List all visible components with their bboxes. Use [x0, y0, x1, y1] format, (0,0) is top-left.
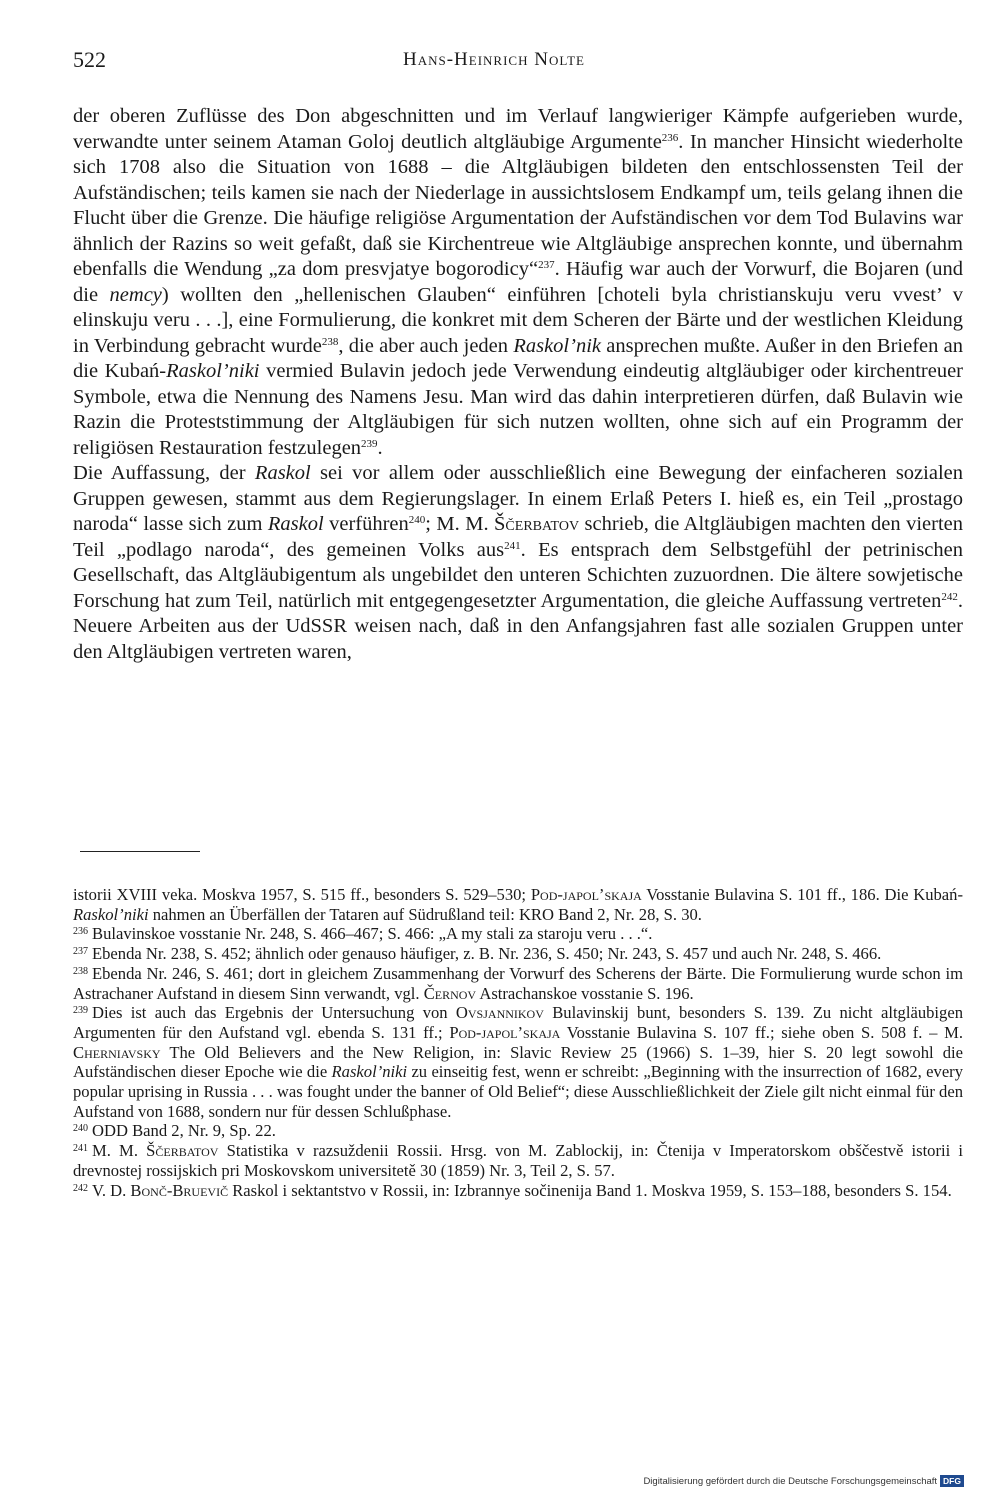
footnote-rule	[80, 851, 200, 852]
footnotes	[73, 885, 963, 1200]
footnote-number: 237	[73, 946, 88, 958]
footnote-ref-236[interactable]: 236	[661, 131, 679, 144]
footnote-ref-242[interactable]: 242	[941, 590, 958, 603]
footnote-ref-241[interactable]: 241	[504, 539, 521, 552]
footnote-237: $^{237}$ Ebenda Nr. 238, S. 452; ähnlich oder genauso häufiger, z. B. Nr. 236, S. 450; Nr. 243, S. 457 und auch Nr. 248, S. 466.	[73, 944, 882, 964]
body-paragraph-2: Die Auffassung, der Raskol sei vor allem oder ausschließlich eine Bewegung der einfacheren sozialen Gruppen gewesen, stammt aus dem Regierungslager. In einem Erlaß Peters I. hieß es, ein Teil „prostago naroda“ lasse sich zum Raskol verführen$^{240}$; M. M. Ščerbatov schrieb, die Altgläubigen machten den vierten Teil „podlago naroda“, des gemeinen Volks aus$^{241}$. Es entsprach dem Selbstgefühl der petrinischen Gesellschaft, das Altgläubigentum als ungebildet den unteren Schichten zuzuordnen. Die ältere sowjetische Forschung hat zum Teil, natürlich mit entgegengesetzter Argumentation, die gleiche Auffassung vertreten$^{242}$. Neuere Arbeiten aus der UdSSR weisen nach, daß in den Anfangsjahren fast alle sozialen Gruppen unter den Altgläubigen vertreten waren,	[73, 462, 963, 663]
footnote-number: 240	[73, 1123, 88, 1135]
credit-text: Digitalisierung gefördert durch die Deutsche Forschungsgemeinschaft	[643, 1476, 938, 1487]
footnote-240: $^{240}$ ODD Band 2, Nr. 9, Sp. 22.	[73, 1121, 276, 1141]
digitization-credit	[643, 1475, 964, 1489]
footnote-number: 238	[73, 965, 88, 977]
footnote-236: $^{236}$ Bulavinskoe vosstanie Nr. 248, S. 466–467; S. 466: „A my stali za staroju veru . . .“.	[73, 924, 653, 944]
footnote-continuation: istorii XVIII veka. Moskva 1957, S. 515 ff., besonders S. 529–530; Pod-japol’skaja Vosstanie Bulavina S. 101 ff., 186. Die Kubań-Raskol’niki nahmen an Überfällen der Tataren auf Südrußland teil: KRO Band 2, Nr. 28, S. 30.	[73, 885, 963, 924]
footnote-ref-238[interactable]: 238	[321, 335, 339, 348]
body-text	[73, 104, 963, 665]
footnote-number: 241	[73, 1143, 88, 1155]
footnote-number: 236	[73, 926, 88, 938]
footnote-ref-239[interactable]: 239	[361, 437, 378, 450]
page-number: 522	[73, 47, 106, 72]
footnote-242: $^{242}$ V. D. Bonč-Bruevič Raskol i sektantstvo v Rossii, in: Izbrannye sočinenija Band 1. Moskva 1959, S. 153–188, besonders S. 154.	[73, 1180, 952, 1200]
running-head: Hans-Heinrich Nolte	[403, 49, 585, 70]
footnote-number: 239	[73, 1005, 88, 1017]
footnote-241: $^{241}$ M. M. Ščerbatov Statistika v razsuždenii Rossii. Hrsg. von M. Zablockij, in: Čtenija v Imperatorskom obščestvě istorii i drevnostej rossijskich pri Moskovskom universitetě 30 (1859) Nr. 3, Teil 2, S. 57.	[73, 1141, 963, 1180]
dfg-logo-icon: DFG	[940, 1475, 964, 1487]
footnote-238: $^{238}$ Ebenda Nr. 246, S. 461; dort in gleichem Zusammenhang der Vorwurf des Scherens der Bärte. Die Formulierung wurde schon im Astrachaner Aufstand in diesem Sinn verwandt, vgl. Černov Astrachanskoe vosstanie S. 196.	[73, 963, 963, 1003]
page-header	[73, 46, 963, 78]
body-paragraph-1: der oberen Zuflüsse des Don abgeschnitten und im Verlauf langwieriger Kämpfe aufgerieben wurde, verwandte unter seinem Ataman Goloj deutlich altgläubige Argumente$^{236}$. In mancher Hinsicht wiederholte sich 1708 also die Situation von 1688 – die Altgläubigen bildeten den entschlossensten Teil der Aufständischen; teils kamen sie nach der Niederlage in aussichtslosem Endkampf um, teils gelang ihnen die Flucht über die Grenze. Die häufige religiöse Argumentation der Aufständischen vor dem Tod Bulavins war ähnlich der Razins so weit gefaßt, daß sie Kirchentreue wie Altgläubige ansprechen konnte, und übernahm ebenfalls die Wendung „za dom presvjatye bogorodicy“$^{237}$. Häufig war auch der Vorwurf, die Bojaren (und die nemcy) wollten den „hellenischen Glauben“ einführen [choteli byla christianskuju veru vvest’ v elinskuju veru . . .], eine Formulierung, die konkret mit dem Scheren der Bärte und der westlichen Kleidung in Verbindung gebracht wurde$^{238}$, die aber auch jeden Raskol’nik ansprechen mußte. Außer in den Briefen an die Kubań-Raskol’niki vermied Bulavin jedoch jede Verwendung eindeutig altgläubiger oder kirchentreuer Symbole, etwa die Nennung des Namens Jesu. Man wird das dahin interpretieren dürfen, daß Bulavin wie Razin die Proteststimmung der Altgläubigen für sich nutzen wollten, ohne sich auf ein Programm der religiösen Restauration festzulegen$^{239}$.	[73, 105, 964, 459]
footnote-239: $^{239}$ Dies ist auch das Ergebnis der Untersuchung von Ovsjannikov Bulavinskij bunt, besonders S. 139. Zu nicht altgläubigen Argumenten für den Aufstand vgl. ebenda S. 131 ff.; Pod-japol’skaja Vosstanie Bulavina S. 107 ff.; siehe oben S. 508 f. – M. Cherniavsky The Old Believers and the New Religion, in: Slavic Review 25 (1966) S. 1–39, hier S. 20 legt sowohl die Aufständischen dieser Epoche wie die Raskol’niki zu einseitig fest, wenn er schreibt: „Beginning with the insurrection of 1682, every popular uprising in Russia . . . was fought under the banner of Old Belief“; diese Ausschließlichkeit der Ziele gilt nicht einmal für den Aufstand von 1688, sondern nur für dessen Schlußphase.	[73, 1003, 964, 1121]
footnote-ref-240[interactable]: 240	[408, 514, 426, 526]
footnote-ref-237[interactable]: 237	[538, 259, 555, 271]
footnote-number: 242	[73, 1182, 88, 1194]
